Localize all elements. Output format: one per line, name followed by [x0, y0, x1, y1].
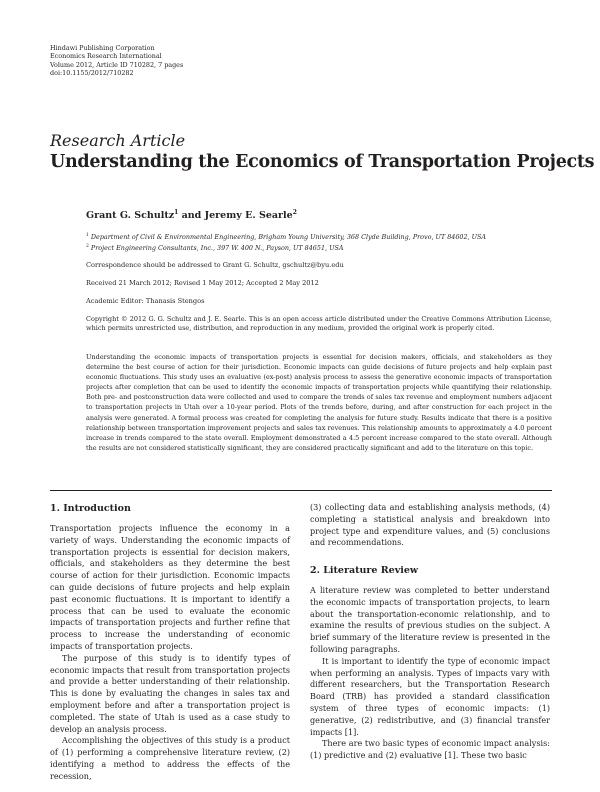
author-affiliation-mark: 2: [292, 209, 297, 216]
abstract: Understanding the economic impacts of transportation projects is essential for decision makers, officials, and stakeholders as they determine the best course of action for their jurisdiction. Economic impacts can guide decisions of future projects and help explain past economic fluctuations. This study uses an evaluative (ex-post) analysis process to assess the generative economic impacts of transportation projects after completion that can be used to identify the economic impacts of transportation projects while quantifying their relationship. Both pre- and postconstruction data were collected and used to compare the trends of sales tax revenue and employment numbers adjacent to transportation projects in Utah over a 10-year period. Plots of the trends before, during, and after construction for each project in the analysis were generated. A formal process was created for completing the analysis for future study. Results indicate that there is a positive relationship between transportation improvement projects and sales tax revenues. This relationship amounts to approximately a 4.0 percent increase in trends compared to the state overall. Employment demonstrated a 4.5 percent increase compared to the state overall. Although the results are not considered statistically significant, they are considered practically significant and add to the literature on this topic.: [86, 353, 552, 452]
affiliation-2: [86, 242, 486, 253]
affiliation-text: Department of Civil & Environmental Engineering, Brigham Young University, 368 Clyde Building, Provo, UT 84602, USA: [90, 233, 486, 242]
affiliation-mark: 2: [86, 244, 89, 250]
affiliation-1: [86, 231, 486, 242]
author-connector: and: [178, 210, 205, 222]
author-name: Jeremy E. Searle: [204, 210, 293, 222]
section-heading-introduction: 1. Introduction: [50, 503, 131, 514]
author-name: Grant G. Schultz: [86, 210, 175, 222]
right-column: [310, 585, 550, 762]
paragraph: A literature review was completed to better understand the economic impacts of transportation projects, to learn about the transportation-economic relationship, and to examine the results of previous studies on the subject. A brief summary of the literature review is presented in the following paragraphs.: [310, 585, 550, 654]
doi-line: doi:10.1155/2012/710282: [50, 69, 134, 78]
paragraph: Transportation projects influence the economy in a variety of ways. Understanding the economic impacts of transportation projects is essential for decision makers, officials, and stakeholders as they determine the best course of action for their jurisdiction. Economic impacts can guide decisions of future projects and help explain past economic fluctuations. It is important to identify a process that can be used to evaluate the economic impacts of transportation projects and further refine that process to increase the understanding of economic impacts of transportation projects.: [50, 523, 290, 651]
paragraph: There are two basic types of economic impact analysis: (1) predictive and (2) evaluative [1]. These two basic: [310, 738, 550, 761]
article-type: Research Article: [50, 131, 186, 150]
section-heading-literature-review: 2. Literature Review: [310, 565, 419, 576]
dates: Received 21 March 2012; Revised 1 May 2012; Accepted 2 May 2012: [86, 279, 319, 287]
paragraph: Accomplishing the objectives of this study is a product of (1) performing a comprehensive literature review, (2) identifying a method to address the effects of the recession,: [50, 735, 290, 781]
left-column: [50, 523, 290, 783]
right-column-top: [310, 502, 550, 549]
affiliation-text: Project Engineering Consultants, Inc., 397 W. 400 N., Payson, UT 84651, USA: [90, 244, 344, 253]
affiliations: [86, 231, 486, 253]
author-affiliation-mark: 1: [174, 209, 179, 216]
divider: [50, 490, 552, 491]
paragraph: (3) collecting data and establishing analysis methods, (4) completing a statistical analysis and breakdown into project type and expenditure values, and (5) conclusions and recommendations.: [310, 502, 550, 548]
correspondence: Correspondence should be addressed to Grant G. Schultz, gschultz@byu.edu: [86, 261, 344, 269]
publisher-line: Hindawi Publishing Corporation: [50, 44, 155, 52]
author-list: [86, 209, 297, 221]
volume-line: Volume 2012, Article ID 710282, 7 pages: [50, 60, 184, 69]
journal-name: Economics Research International: [50, 52, 162, 61]
paragraph: It is important to identify the type of economic impact when performing an analysis. Types of impacts vary with different researchers, but the Transportation Research Board (TRB) has provided a standard classification system of three types of economic impacts: (1) generative, (2) redistributive, and (3) financial transfer impacts [1].: [310, 655, 550, 737]
affiliation-mark: 1: [86, 233, 89, 238]
academic-editor: Academic Editor: Thanasis Stengos: [86, 297, 205, 305]
paper-title: Understanding the Economics of Transportation Projects: [50, 152, 595, 172]
paragraph: The purpose of this study is to identify types of economic impacts that result from transportation projects and provide a better understanding of their relationship. This is done by evaluating the changes in sales tax and employment before and after a transportation project is completed. The state of Utah is used as a case study to develop an analysis process.: [50, 652, 290, 734]
copyright-notice: Copyright © 2012 G. G. Schultz and J. E. Searle. This is an open access article distributed under the Creative Commons Attribution License, which permits unrestricted use, distribution, and reproduction in any medium, provided the original work is properly cited.: [86, 315, 552, 333]
journal-header: [50, 44, 183, 78]
